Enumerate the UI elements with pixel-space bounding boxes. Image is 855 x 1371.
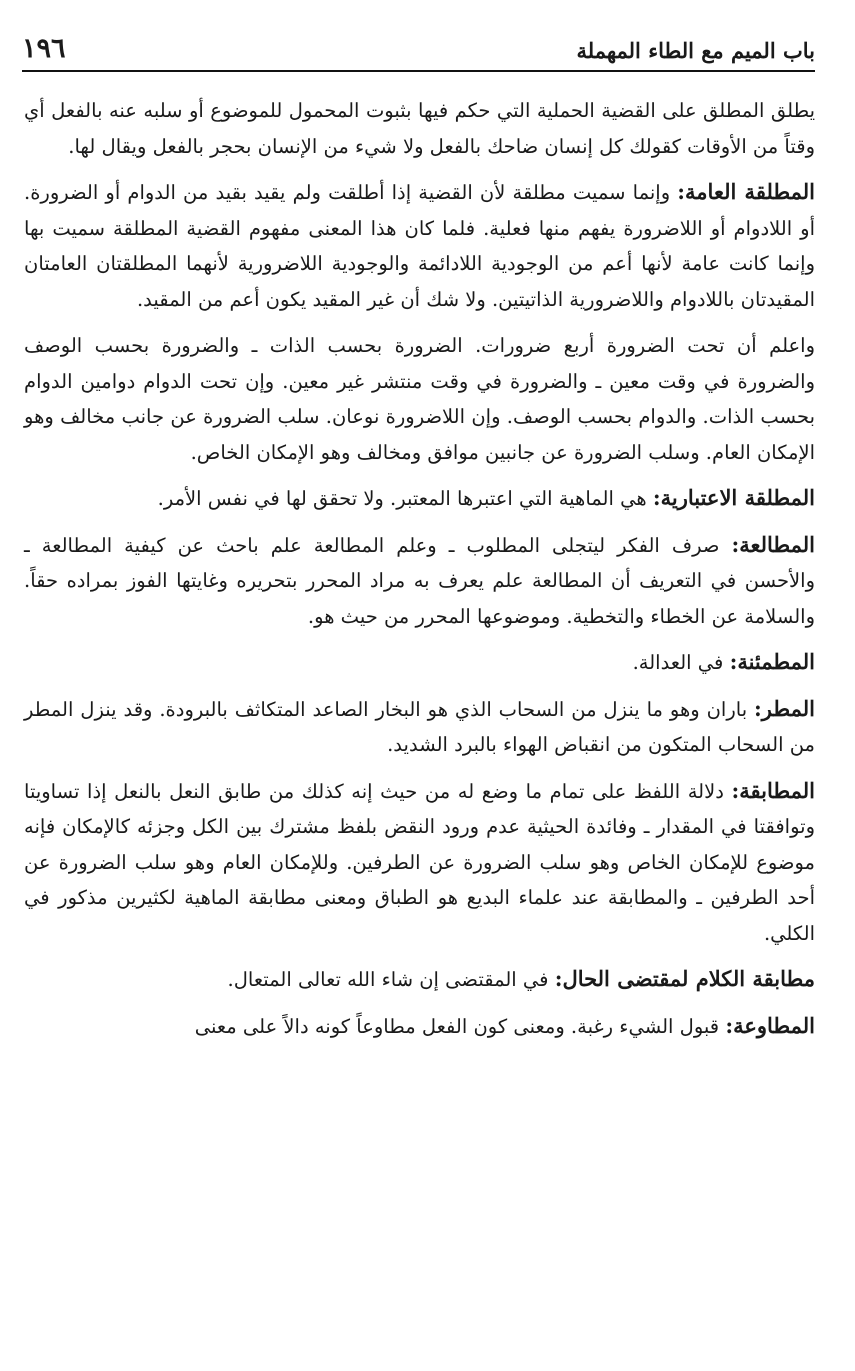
entry-paragraph — [24, 327, 815, 470]
entry-term: المطلقة الاعتبارية: — [652, 485, 815, 510]
entry-paragraph — [24, 1008, 815, 1045]
entry-text: واعلم أن تحت الضرورة أربع ضرورات. الضرورة بحسب الذات ـ والضرورة بحسب الوصف والضرورة في وقت معين ـ والضرورة في وقت منتشر غير معين. وإن تحت الدوام دوامين الدوام بحسب الذات. والدوام بحسب الوصف. وإن اللاضرورة نوعان. سلب الضرورة عن جانب مخالف وهو الإمكان العام. وسلب الضرورة عن جانبين موافق ومخالف وهو الإمكان الخاص. — [24, 334, 815, 464]
page-body — [24, 92, 815, 1054]
page-number: ١٩٦ — [22, 33, 66, 64]
entry-term: المطالعة: — [731, 531, 815, 557]
entry-paragraph — [24, 92, 815, 164]
entry-paragraph — [24, 691, 815, 763]
entry-text: في المقتضى إن شاء الله تعالى المتعال. — [227, 968, 555, 991]
entry-term: المطمئنة: — [729, 649, 815, 674]
entry-text: دلالة اللفظ على تمام ما وضع له من حيث إنه كذلك من طابق النعل بالنعل إذا تساويتا وتوافقتا في المقدار ـ وفائدة الحيثية عدم ورود النقض بلفظ مشترك بين الكل وجزئه كالإمكان فإنه موضوع للإمكان الخاص وهو سلب الضرورة عن الطرفين. وللإمكان العام وهو سلب الضرورة عن أحد الطرفين ـ والمطابقة عند علماء البديع هو الطباق ومعنى مطابقة الماهية لكثيرين مذكور في الكلي. — [24, 779, 815, 945]
entry-paragraph — [24, 644, 815, 681]
entry-paragraph — [24, 174, 815, 317]
entry-term: المطابقة: — [731, 777, 815, 803]
section-title: باب الميم مع الطاء المهملة — [576, 38, 815, 63]
entry-term: المطاوعة: — [725, 1012, 815, 1038]
entry-text: هي الماهية التي اعتبرها المعتبر. ولا تحقق لها في نفس الأمر. — [157, 487, 653, 510]
entry-term: المطلقة العامة: — [677, 179, 815, 204]
entry-term: مطابقة الكلام لمقتضى الحال: — [554, 966, 815, 991]
entry-text: صرف الفكر ليتجلى المطلوب ـ وعلم المطالعة علم باحث عن كيفية المطالعة ـ والأحسن في التعريف أن المطالعة علم يعرف به مراد المحرر بتحريره وغايتها الفوز بمراده حقاً. والسلامة عن الخطاء والتخطية. وموضوعها المحرر من حيث هو. — [24, 533, 815, 628]
entry-paragraph — [24, 773, 815, 952]
entry-paragraph — [24, 527, 815, 635]
page-header — [22, 28, 815, 72]
entry-text: باران وهو ما ينزل من السحاب الذي هو البخار الصاعد المتكاثف بالبرودة. وقد ينزل المطر من السحاب المتكون من انقباض الهواء بالبرد الشديد. — [24, 697, 815, 756]
entry-paragraph — [24, 480, 815, 517]
entry-text: قبول الشيء رغبة. ومعنى كون الفعل مطاوعاً كونه دالاً على معنى — [194, 1014, 726, 1038]
entry-text: في العدالة. — [632, 651, 730, 674]
entry-term: المطر: — [754, 695, 815, 721]
entry-paragraph — [24, 961, 815, 998]
entry-text: وإنما سميت مطلقة لأن القضية إذا أطلقت ولم يقيد بقيد من الدوام أو الضرورة. أو اللادوام أو اللاضرورة يفهم منها فعلية. فلما كان هذا المعنى مفهوم القضية المطلقة سميت بها وإنما كانت عامة لأنها أعم من الوجودية اللادائمة والوجودية اللاضرورية لأنهما المطلقتان العامتان المقيدتان باللادوام واللاضرورية الذاتيتين. ولا شك أن غير المقيد يكون أعم من المقيد. — [24, 181, 815, 311]
entry-text: يطلق المطلق على القضية الحملية التي حكم فيها بثبوت المحمول للموضوع أو سلبه عنه بالفعل أي وقتاً من الأوقات كقولك كل إنسان ضاحك بالفعل ولا شيء من الإنسان بحجر بالفعل ويقال لها. — [24, 99, 815, 158]
